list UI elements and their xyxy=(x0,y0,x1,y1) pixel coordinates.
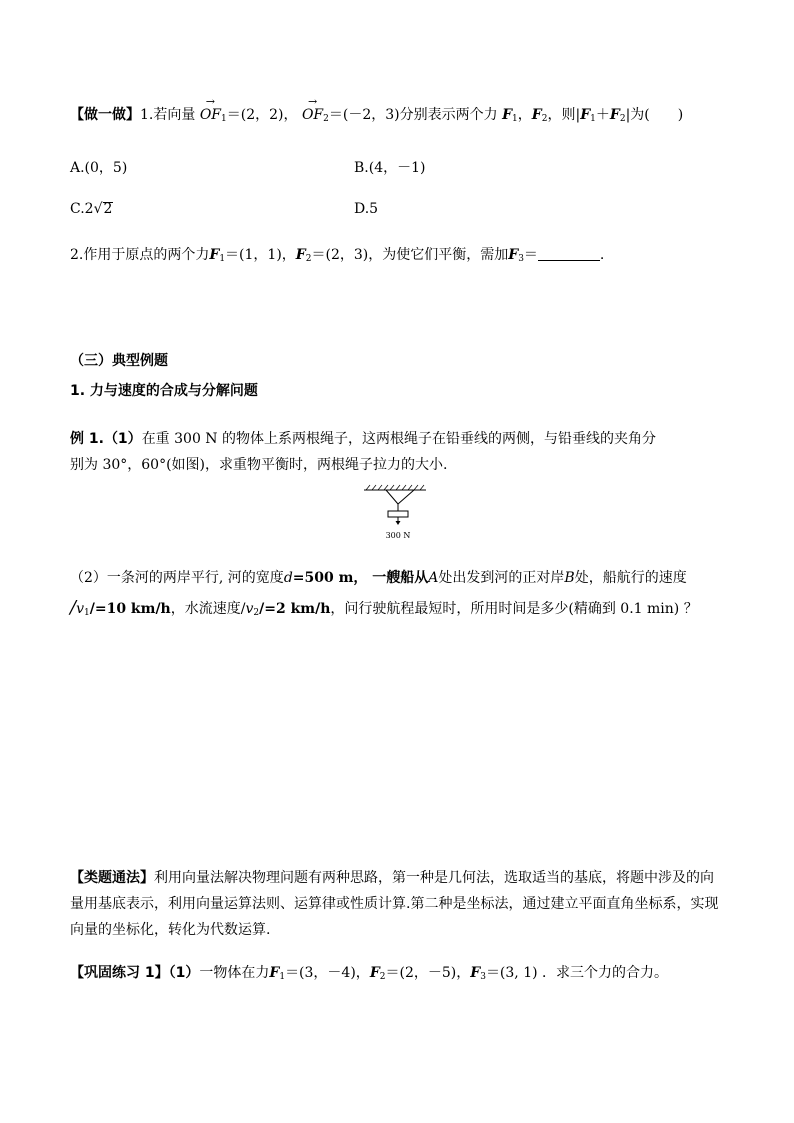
example-label: 例 1. xyxy=(70,431,104,447)
example1-part2: （2）一条河的两岸平行, 河的宽度d=500 m， 一艘船从A处出发到河的正对岸B处，船航行的速度 $/v_1/=10$ km/h，水流速度$/v_2/=2$ km/h，问行驶航程最短时，所用时间是多少(精确到 0.1 min) ？ xyxy=(70,570,698,618)
practice-q2: 2.作用于原点的两个力$F_1=(1$，1)，$F_2=(2$，3)，为使它们平衡，需加$F_3=$ . xyxy=(70,247,605,264)
practice-tag: 【做一做】 xyxy=(70,107,140,123)
section-heading: （三）典型例题 xyxy=(70,353,168,369)
method-summary: 【类题通法】利用向量法解决物理问题有两种思路，第一种是几何法，选取适当的基底，将题中涉及的向 量用基底表示，利用向量运算法则、运算律或性质计算.第二种是坐标法，通过建立平面直角坐标系，实现 向量的坐标化，转化为代数运算. xyxy=(70,870,719,938)
exercise-tag: 【巩固练习 1】 xyxy=(70,965,169,981)
exercise-1: 【巩固练习 1】（1）一物体在力$F_1=(3$，－4)，$F_2=(2$，－5)，$F_3=(3$, 1) ．求三个力的合力。 xyxy=(70,965,669,982)
option-c: C.2√2 xyxy=(70,201,113,217)
vector-of1: → OF xyxy=(200,107,221,123)
practice-q1: 【做一做】1.若向量 → $OF_1=(2$，2)， → $OF_2=(-2$，3)分别表示两个力 $F_1$，$F_2$，则$|F_1+F_2|$为( ) xyxy=(70,104,683,124)
vector-of2: → OF xyxy=(302,107,323,123)
figure-label: 300 N xyxy=(385,531,411,540)
option-a: A.(0，5) xyxy=(70,160,128,176)
option-d: D.5 xyxy=(354,201,379,217)
option-b: B.(4，－1) xyxy=(354,160,426,176)
answer-blank xyxy=(538,248,600,261)
example1-part1: 例 1.（1）在重 300 N 的物体上系两根绳子，这两根绳子在铅垂线的两侧，与铅垂线的夹角分 别为 30°，60°(如图)，求重物平衡时，两根绳子拉力的大小. xyxy=(70,431,657,473)
method-tag: 【类题通法】 xyxy=(70,870,154,886)
section-subheading: 1. 力与速度的合成与分解问题 xyxy=(70,383,258,399)
rope-weight-figure xyxy=(360,484,430,542)
